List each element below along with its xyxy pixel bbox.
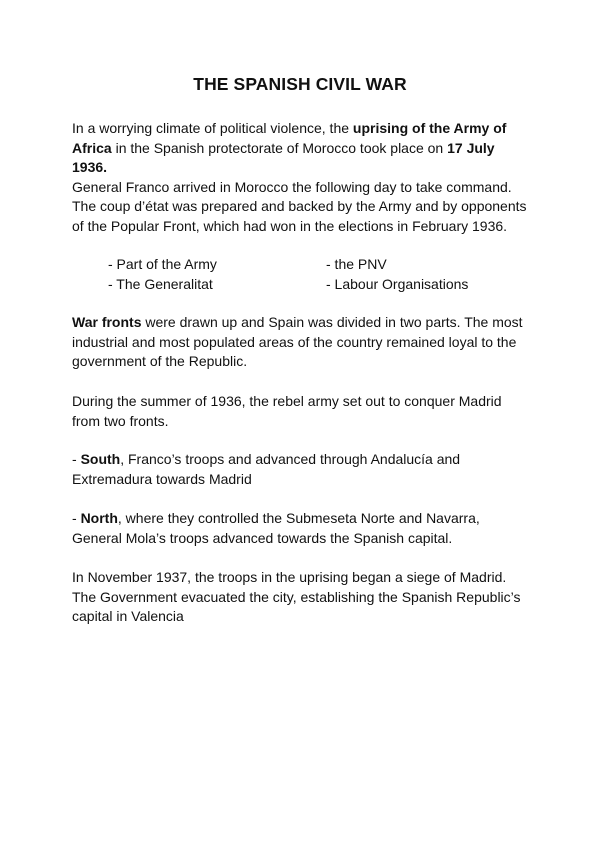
south-bold: South: [80, 451, 121, 467]
list-item: - The Generalitat: [108, 275, 213, 292]
war-fronts-bold: War fronts: [72, 314, 142, 330]
summer-text: During the summer of 1936, the rebel army set out to conquer Madrid from two fronts.: [72, 393, 502, 429]
war-fronts-paragraph: [72, 313, 532, 372]
list-item: - Labour Organisations: [326, 275, 469, 292]
intro-paragraph: [72, 119, 532, 236]
north-dash: -: [72, 510, 81, 526]
opponents-list-right: [326, 255, 468, 294]
south-dash: -: [72, 451, 81, 467]
page-title: THE SPANISH CIVIL WAR: [193, 74, 407, 94]
north-paragraph: [72, 509, 532, 548]
summer-paragraph: [72, 392, 532, 431]
intro-text-2: in the Spanish protectorate of Morocco took place on: [111, 139, 448, 156]
north-bold: North: [80, 510, 118, 526]
opponents-list-left: [108, 255, 217, 294]
franco-text: General Franco arrived in Morocco the following day to take command. The coup d’état was prepared and backed by the Army and by opponents of the Popular Front, which had won in the elections in February 1936.: [72, 178, 527, 234]
list-item: - the PNV: [326, 256, 387, 272]
intro-bold-date: 17 July 1936.: [72, 139, 495, 175]
south-paragraph: [72, 450, 532, 489]
south-text: , Franco’s troops and advanced through Andalucía and Extremadura towards Madrid: [72, 451, 461, 487]
list-item: - Part of the Army: [108, 256, 217, 272]
intro-text-1: In a worrying climate of political violence, the: [72, 120, 353, 136]
siege-text: In November 1937, the troops in the uprising began a siege of Madrid. The Government evacuated the city, establishing the Spanish Republic’s capital in Valencia: [72, 569, 521, 624]
north-text: , where they controlled the Submeseta Norte and Navarra, General Mola’s troops advanced towards the Spanish capital.: [72, 510, 480, 546]
war-fronts-text: were drawn up and Spain was divided in two parts. The most industrial and most populated areas of the country remained loyal to the government of the Republic.: [72, 314, 523, 369]
intro-bold-uprising: uprising of the Army of Africa: [72, 120, 507, 156]
intro-text: [72, 119, 532, 178]
siege-paragraph: [72, 568, 532, 627]
